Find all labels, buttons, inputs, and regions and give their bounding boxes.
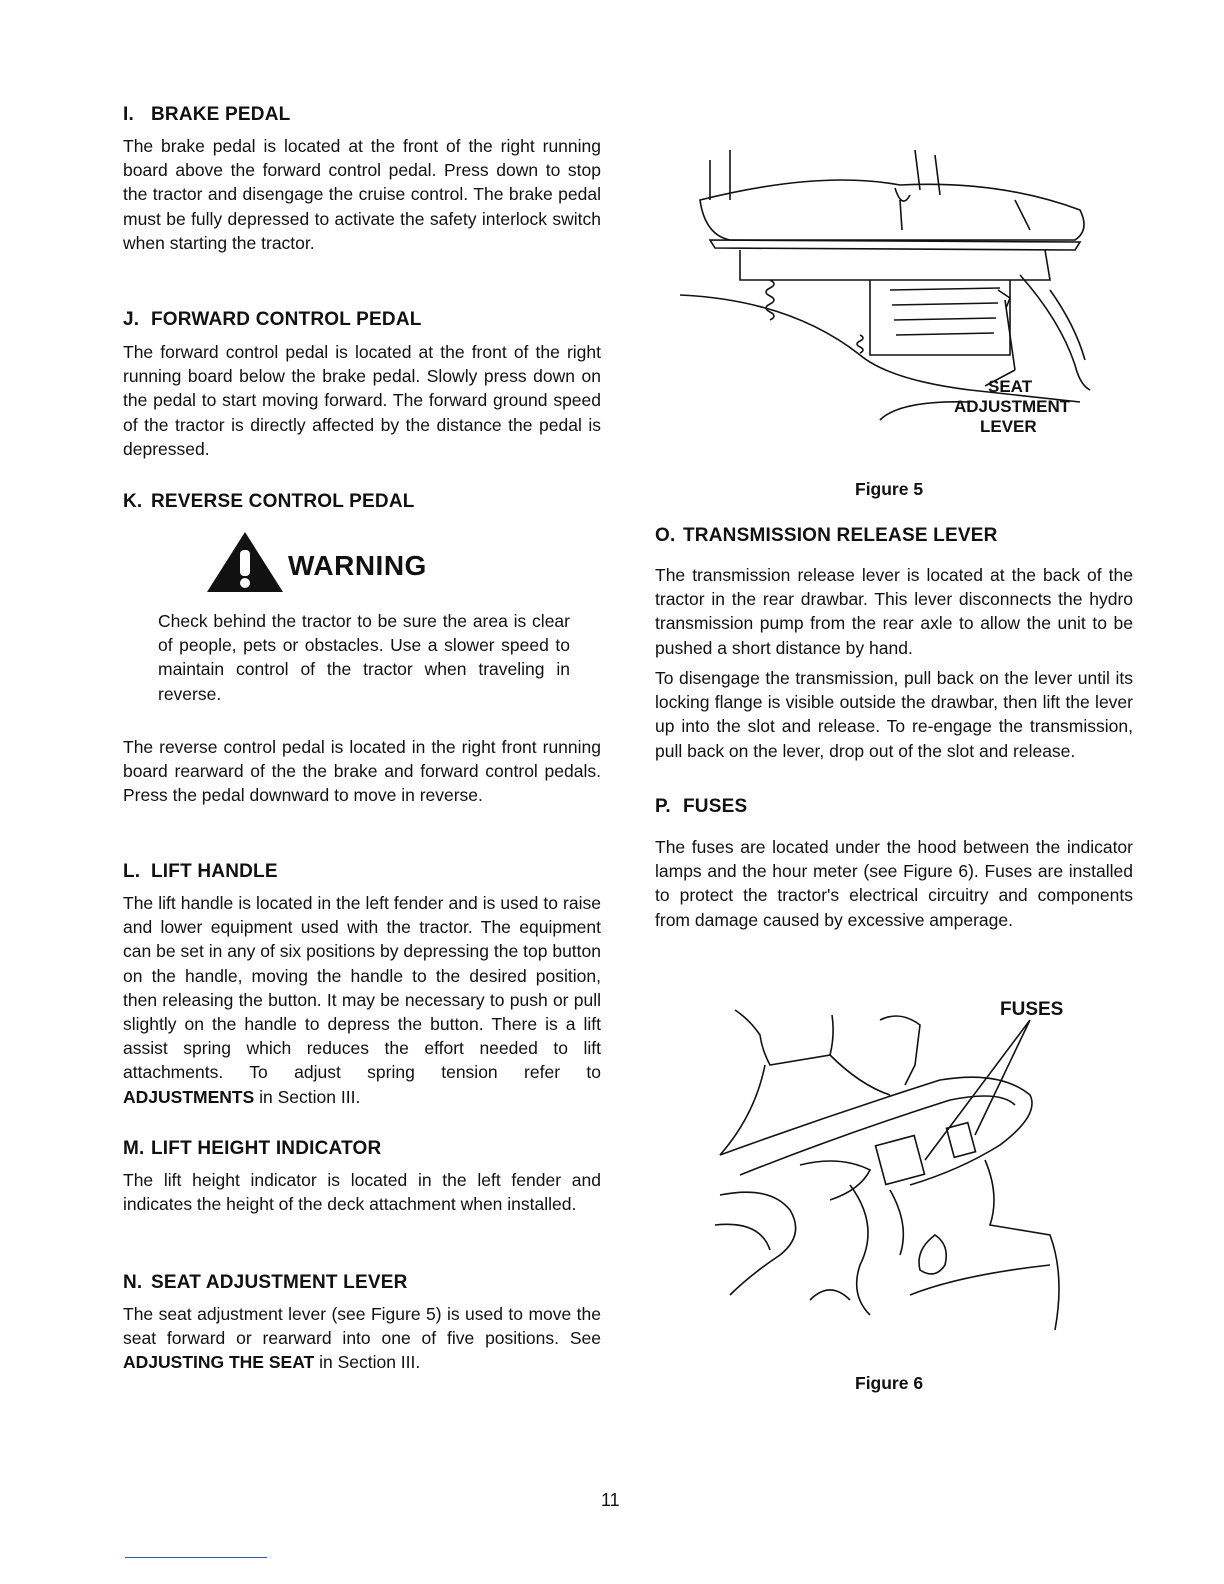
- brake-pedal-text: The brake pedal is located at the front of the right running board above the forward control pedal. Press down to stop the tractor and disengage the cruise control. The brake pedal must be fully depressed to activate the safety interlock switch when starting the tractor.: [123, 136, 601, 253]
- lift-handle-text: The lift handle is located in the left fender and is used to raise and lower equipment used with the tractor. The equipment can be set in any of six positions by depressing the top button on the handle, moving the handle to the desired position, then releasing the button. It may be necessary to push or pull slightly on the handle to depress the button. There is a lift assist spring which reduces the effort needed to lift attachments. To adjust spring tension refer to ADJUSTMENTS in Section III.: [123, 893, 601, 1107]
- seat-adjustment-lever-text: The seat adjustment lever (see Figure 5) is used to move the seat forward or rearward into one of five positions. See ADJUSTING THE SEAT in Section III.: [123, 1304, 601, 1373]
- heading-seat-adjustment-lever: N. SEAT ADJUSTMENT LEVER: [123, 1272, 408, 1293]
- figure-5-label-seat: SEAT: [988, 377, 1033, 396]
- figure-5-caption: Figure 5: [855, 479, 924, 499]
- heading-lift-handle: L. LIFT HANDLE: [123, 861, 278, 882]
- heading-transmission-release-lever: O. TRANSMISSION RELEASE LEVER: [655, 525, 998, 546]
- warning-icon: [205, 530, 285, 594]
- heading-brake-pedal: I. BRAKE PEDAL: [123, 104, 291, 125]
- page-number: 11: [601, 1490, 620, 1510]
- figure-6-fuses-illustration: [710, 995, 1080, 1340]
- forward-control-pedal-text: The forward control pedal is located at the front of the right running board below the brake pedal. Slowly press down on the pedal to start moving forward. The forward ground speed of the tractor is directly affected by the distance the pedal is depressed.: [123, 342, 601, 459]
- warning-text: Check behind the tractor to be sure the area is clear of people, pets or obstacles. Use a slower speed to maintain control of the tractor when traveling in reverse.: [158, 611, 570, 704]
- footer-rule: [125, 1557, 267, 1558]
- figure-6-caption: Figure 6: [855, 1373, 924, 1393]
- reverse-control-pedal-text: The reverse control pedal is located in the right front running board rearward of the the brake and forward control pedals. Press the pedal downward to move in reverse.: [123, 737, 601, 806]
- heading-fuses: P. FUSES: [655, 796, 748, 817]
- transmission-release-lever-text-2: To disengage the transmission, pull back on the lever until its locking flange is visible outside the drawbar, then lift the lever up into the slot and release. To re-engage the transmission, pull back on the lever, drop out of the slot and release.: [655, 668, 1133, 761]
- heading-lift-height-indicator: M. LIFT HEIGHT INDICATOR: [123, 1138, 382, 1159]
- figure-6-label-fuses: FUSES: [1000, 999, 1064, 1020]
- figure-5-label-lever: LEVER: [980, 417, 1037, 436]
- heading-forward-control-pedal: J. FORWARD CONTROL PEDAL: [123, 309, 422, 330]
- transmission-release-lever-text-1: The transmission release lever is located at the back of the tractor in the rear drawbar. This lever disconnects the hydro transmission pump from the rear axle to allow the unit to be pushed a short distance by hand.: [655, 565, 1133, 658]
- heading-reverse-control-pedal: K. REVERSE CONTROL PEDAL: [123, 491, 415, 512]
- fuses-text: The fuses are located under the hood between the indicator lamps and the hour meter (see Figure 6). Fuses are installed to protect the tractor's electrical circuitry and components from damage caused by excessive amperage.: [655, 837, 1133, 930]
- warning-title: WARNING: [288, 550, 427, 581]
- lift-height-indicator-text: The lift height indicator is located in the left fender and indicates the height of the deck attachment when installed.: [123, 1170, 601, 1215]
- figure-5-seat-illustration: [670, 140, 1110, 440]
- figure-5-label-adjustment: ADJUSTMENT: [954, 397, 1071, 416]
